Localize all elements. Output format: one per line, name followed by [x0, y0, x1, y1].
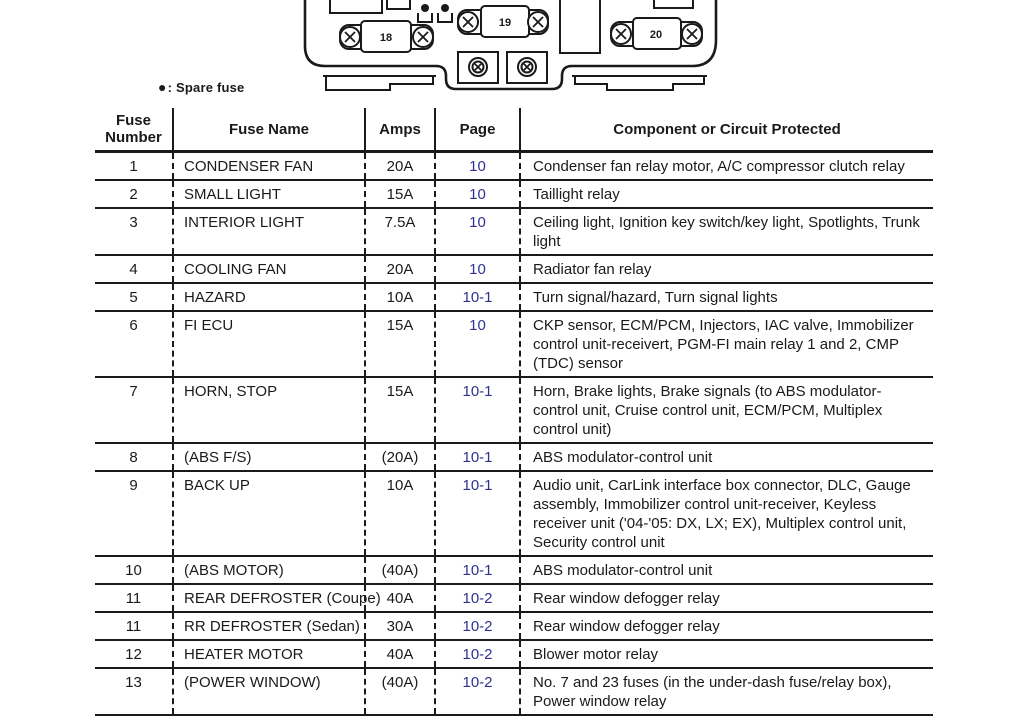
cell-fuse-name: RR DEFROSTER (Sedan) — [172, 613, 364, 639]
table-row — [95, 641, 933, 669]
cell-fuse-name: CONDENSER FAN — [172, 153, 364, 179]
cell-page-link[interactable]: 10 — [434, 209, 519, 254]
cell-fuse-number: 7 — [129, 383, 138, 400]
cell-component: Turn signal/hazard, Turn signal lights — [519, 284, 933, 310]
fuse-box-diagram — [290, 0, 730, 96]
header-fuse-name: Fuse Name — [172, 108, 364, 150]
cell-amps: 10A — [364, 284, 434, 310]
cell-component: Blower motor relay — [519, 641, 933, 667]
fuse-18-label: 18 — [379, 32, 393, 44]
cell-fuse-name: COOLING FAN — [172, 256, 364, 282]
cell-fuse-number: 4 — [129, 261, 138, 278]
cell-component: ABS modulator-control unit — [519, 557, 933, 583]
cell-amps: 7.5A — [364, 209, 434, 254]
cell-fuse-name: HAZARD — [172, 284, 364, 310]
cell-amps: (20A) — [364, 444, 434, 470]
cell-fuse-number: 2 — [129, 186, 138, 203]
table-row — [95, 472, 933, 557]
cell-page-link[interactable]: 10-1 — [434, 444, 519, 470]
bolt-pad — [507, 52, 547, 83]
cell-amps: 15A — [364, 312, 434, 376]
cell-page-link[interactable]: 10-1 — [434, 557, 519, 583]
cell-fuse-name: (POWER WINDOW) — [172, 669, 364, 714]
cell-component: Radiator fan relay — [519, 256, 933, 282]
cell-amps: 30A — [364, 613, 434, 639]
cell-fuse-number: 9 — [129, 477, 138, 494]
table-row — [95, 209, 933, 256]
cell-page-link[interactable]: 10-1 — [434, 472, 519, 555]
cell-fuse-number: 11 — [125, 618, 142, 635]
cell-fuse-number: 8 — [129, 449, 138, 466]
table-row — [95, 378, 933, 444]
cell-page-link[interactable]: 10 — [434, 256, 519, 282]
cell-amps: 20A — [364, 256, 434, 282]
fuse-table-body — [95, 153, 933, 716]
table-row — [95, 613, 933, 641]
cell-fuse-name: HEATER MOTOR — [172, 641, 364, 667]
flange-left — [323, 76, 436, 90]
spare-fuse-holder — [438, 13, 452, 22]
cell-fuse-number: 10 — [125, 562, 142, 579]
cell-fuse-number: 1 — [129, 158, 138, 175]
header-page: Page — [434, 108, 519, 150]
cell-amps: (40A) — [364, 557, 434, 583]
cell-fuse-name: (ABS F/S) — [172, 444, 364, 470]
fuse-19 — [458, 6, 548, 37]
cell-component: Horn, Brake lights, Brake signals (to ABS modulator-control unit, Cruise control unit, ECM/PCM, Multiplex control unit) — [519, 378, 933, 442]
cell-page-link[interactable]: 10-2 — [434, 613, 519, 639]
cell-fuse-name: HORN, STOP — [172, 378, 364, 442]
cell-fuse-number: 6 — [129, 317, 138, 334]
cell-component: Rear window defogger relay — [519, 613, 933, 639]
relay-block-tall — [560, 0, 600, 53]
cell-fuse-number: 11 — [125, 590, 142, 607]
cell-component: Condenser fan relay motor, A/C compressor clutch relay — [519, 153, 933, 179]
cell-page-link[interactable]: 10-1 — [434, 378, 519, 442]
cell-page-link[interactable]: 10-1 — [434, 284, 519, 310]
table-row — [95, 444, 933, 472]
table-row — [95, 153, 933, 181]
cell-component: Ceiling light, Ignition key switch/key light, Spotlights, Trunk light — [519, 209, 933, 254]
cell-amps: 10A — [364, 472, 434, 555]
cell-component: No. 7 and 23 fuses (in the under-dash fuse/relay box), Power window relay — [519, 669, 933, 714]
cell-component: ABS modulator-control unit — [519, 444, 933, 470]
cell-amps: (40A) — [364, 669, 434, 714]
cell-fuse-number: 12 — [125, 646, 142, 663]
cell-fuse-name: FI ECU — [172, 312, 364, 376]
cell-component: CKP sensor, ECM/PCM, Injectors, IAC valve, Immobilizer control unit-receivert, PGM-FI main relay 1 and 2, CMP (TDC) sensor — [519, 312, 933, 376]
spare-fuse-dot — [421, 4, 429, 12]
cell-fuse-name: INTERIOR LIGHT — [172, 209, 364, 254]
table-row — [95, 669, 933, 716]
spare-fuse-legend — [158, 80, 244, 95]
cell-fuse-number: 5 — [129, 289, 138, 306]
fuse-20 — [611, 18, 702, 49]
cell-amps: 40A — [364, 585, 434, 611]
table-row — [95, 284, 933, 312]
spare-fuse-legend-label: : Spare fuse — [167, 80, 245, 95]
table-row — [95, 256, 933, 284]
table-row — [95, 312, 933, 378]
spare-fuse-dot — [441, 4, 449, 12]
cell-fuse-number: 13 — [125, 674, 142, 691]
cell-fuse-number: 3 — [129, 214, 138, 231]
relay-block — [654, 0, 693, 8]
table-row — [95, 585, 933, 613]
cell-fuse-name: SMALL LIGHT — [172, 181, 364, 207]
spare-fuse-dot-icon: ● — [158, 79, 167, 95]
cell-fuse-name: REAR DEFROSTER (Coupe) — [172, 585, 364, 611]
cell-page-link[interactable]: 10 — [434, 181, 519, 207]
fuse-19-label: 19 — [498, 17, 512, 29]
cell-component: Rear window defogger relay — [519, 585, 933, 611]
cell-page-link[interactable]: 10-2 — [434, 669, 519, 714]
cell-fuse-name: BACK UP — [172, 472, 364, 555]
flange-right — [572, 76, 707, 90]
fuse-20-label: 20 — [649, 29, 663, 41]
header-component: Component or Circuit Protected — [519, 108, 933, 150]
cell-amps: 40A — [364, 641, 434, 667]
cell-page-link[interactable]: 10-2 — [434, 585, 519, 611]
table-header-row — [95, 108, 933, 153]
cell-page-link[interactable]: 10 — [434, 153, 519, 179]
table-row — [95, 557, 933, 585]
spare-fuse-holder — [418, 13, 432, 22]
cell-fuse-name: (ABS MOTOR) — [172, 557, 364, 583]
header-amps: Amps — [364, 108, 434, 150]
cell-page-link[interactable]: 10 — [434, 312, 519, 376]
relay-block — [387, 0, 410, 9]
cell-page-link[interactable]: 10-2 — [434, 641, 519, 667]
header-fuse-number: Fuse Number — [105, 112, 162, 146]
fuse-table — [95, 108, 933, 716]
relay-block — [330, 0, 382, 13]
cell-amps: 20A — [364, 153, 434, 179]
bolt-pad — [458, 52, 498, 83]
table-row — [95, 181, 933, 209]
cell-component: Audio unit, CarLink interface box connector, DLC, Gauge assembly, Immobilizer control unit-receiver, Keyless receiver unit ('04-'05: DX, LX; EX), Multiplex control unit, Security control unit — [519, 472, 933, 555]
cell-amps: 15A — [364, 181, 434, 207]
cell-component: Taillight relay — [519, 181, 933, 207]
fuse-18 — [340, 21, 433, 52]
cell-amps: 15A — [364, 378, 434, 442]
